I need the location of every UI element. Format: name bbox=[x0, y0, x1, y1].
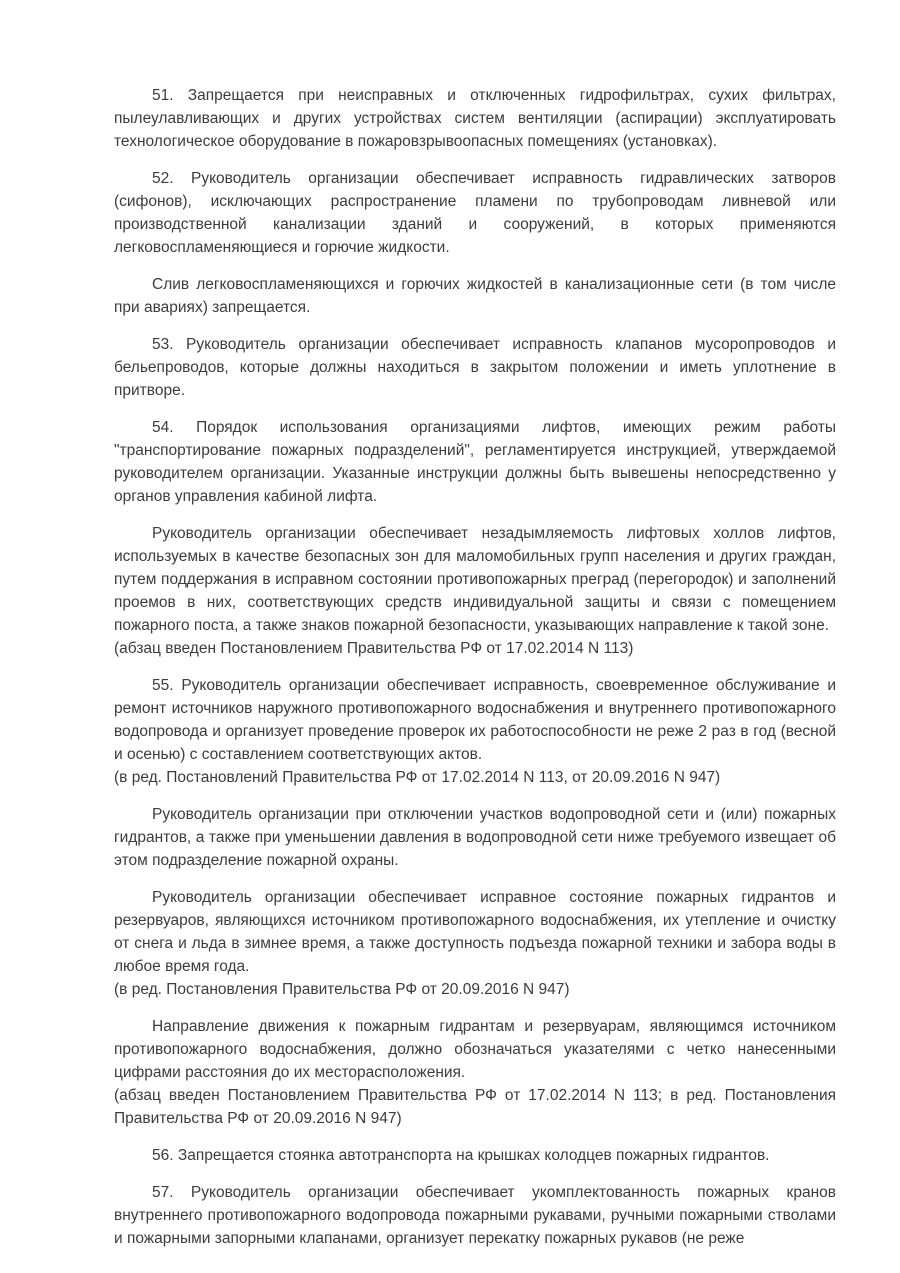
body-paragraph: 57. Руководитель организации обеспечивает укомплектованность пожарных кранов внутреннего противопожарного водопровода пожарными рукавами, ручными пожарными стволами и пожарными запорными клапанами, организует перекатку пожарных рукавов (не реже bbox=[114, 1184, 836, 1247]
body-paragraph: Направление движения к пожарным гидрантам и резервуарам, являющимся источником противопожарного водоснабжения, должно обозначаться указателями с четко нанесенными цифрами расстояния до их месторасположения. bbox=[114, 1018, 836, 1081]
amendment-note: (в ред. Постановлений Правительства РФ от 17.02.2014 N 113, от 20.09.2016 N 947) bbox=[114, 769, 721, 786]
body-paragraph: 52. Руководитель организации обеспечивает исправность гидравлических затворов (сифонов), исключающих распространение пламени по трубопроводам ливневой или производственной канализации зданий и сооружений, в которых применяются легковоспламеняющиеся и горючие жидкости. bbox=[114, 170, 836, 256]
amendment-note: (в ред. Постановления Правительства РФ от 20.09.2016 N 947) bbox=[114, 981, 570, 998]
body-paragraph: 56. Запрещается стоянка автотранспорта на крышках колодцев пожарных гидрантов. bbox=[152, 1147, 770, 1164]
body-paragraph: 54. Порядок использования организациями лифтов, имеющих режим работы "транспортирование пожарных подразделений", регламентируется инструкцией, утверждаемой руководителем организации. Указанные инструкции должны быть вывешены непосредственно у органов управления кабиной лифта. bbox=[114, 419, 836, 505]
body-paragraph: Руководитель организации обеспечивает исправное состояние пожарных гидрантов и резервуаров, являющихся источником противопожарного водоснабжения, их утепление и очистку от снега и льда в зимнее время, а также доступность подъезда пожарной техники и забора воды в любое время года. bbox=[114, 889, 836, 975]
body-paragraph: 51. Запрещается при неисправных и отключенных гидрофильтрах, сухих фильтрах, пылеулавливающих и других устройствах систем вентиляции (аспирации) эксплуатировать технологическое оборудование в пожаровзрывоопасных помещениях (установках). bbox=[114, 87, 836, 150]
amendment-note: (абзац введен Постановлением Правительства РФ от 17.02.2014 N 113) bbox=[114, 640, 634, 657]
amendment-note: (абзац введен Постановлением Правительства РФ от 17.02.2014 N 113; в ред. Постановления Правительства РФ от 20.09.2016 N 947) bbox=[114, 1087, 836, 1127]
body-paragraph: 55. Руководитель организации обеспечивает исправность, своевременное обслуживание и ремонт источников наружного противопожарного водоснабжения и внутреннего противопожарного водопровода и организует проведение проверок их работоспособности не реже 2 раз в год (весной и осенью) с составлением соответствующих актов. bbox=[114, 677, 836, 763]
body-paragraph: Руководитель организации при отключении участков водопроводной сети и (или) пожарных гидрантов, а также при уменьшении давления в водопроводной сети ниже требуемого извещает об этом подразделение пожарной охраны. bbox=[114, 806, 836, 869]
body-paragraph: Слив легковоспламеняющихся и горючих жидкостей в канализационные сети (в том числе при авариях) запрещается. bbox=[114, 276, 836, 316]
body-paragraph: Руководитель организации обеспечивает незадымляемость лифтовых холлов лифтов, используемых в качестве безопасных зон для маломобильных групп населения и других граждан, путем поддержания в исправном состоянии противопожарных преград (перегородок) и заполнений проемов в них, соответствующих средств индивидуальной защиты и связи с помещением пожарного поста, а также знаков пожарной безопасности, указывающих направление к такой зоне. bbox=[114, 525, 836, 634]
document-body bbox=[114, 84, 836, 1250]
body-paragraph: 53. Руководитель организации обеспечивает исправность клапанов мусоропроводов и бельепроводов, которые должны находиться в закрытом положении и иметь уплотнение в притворе. bbox=[114, 336, 836, 399]
